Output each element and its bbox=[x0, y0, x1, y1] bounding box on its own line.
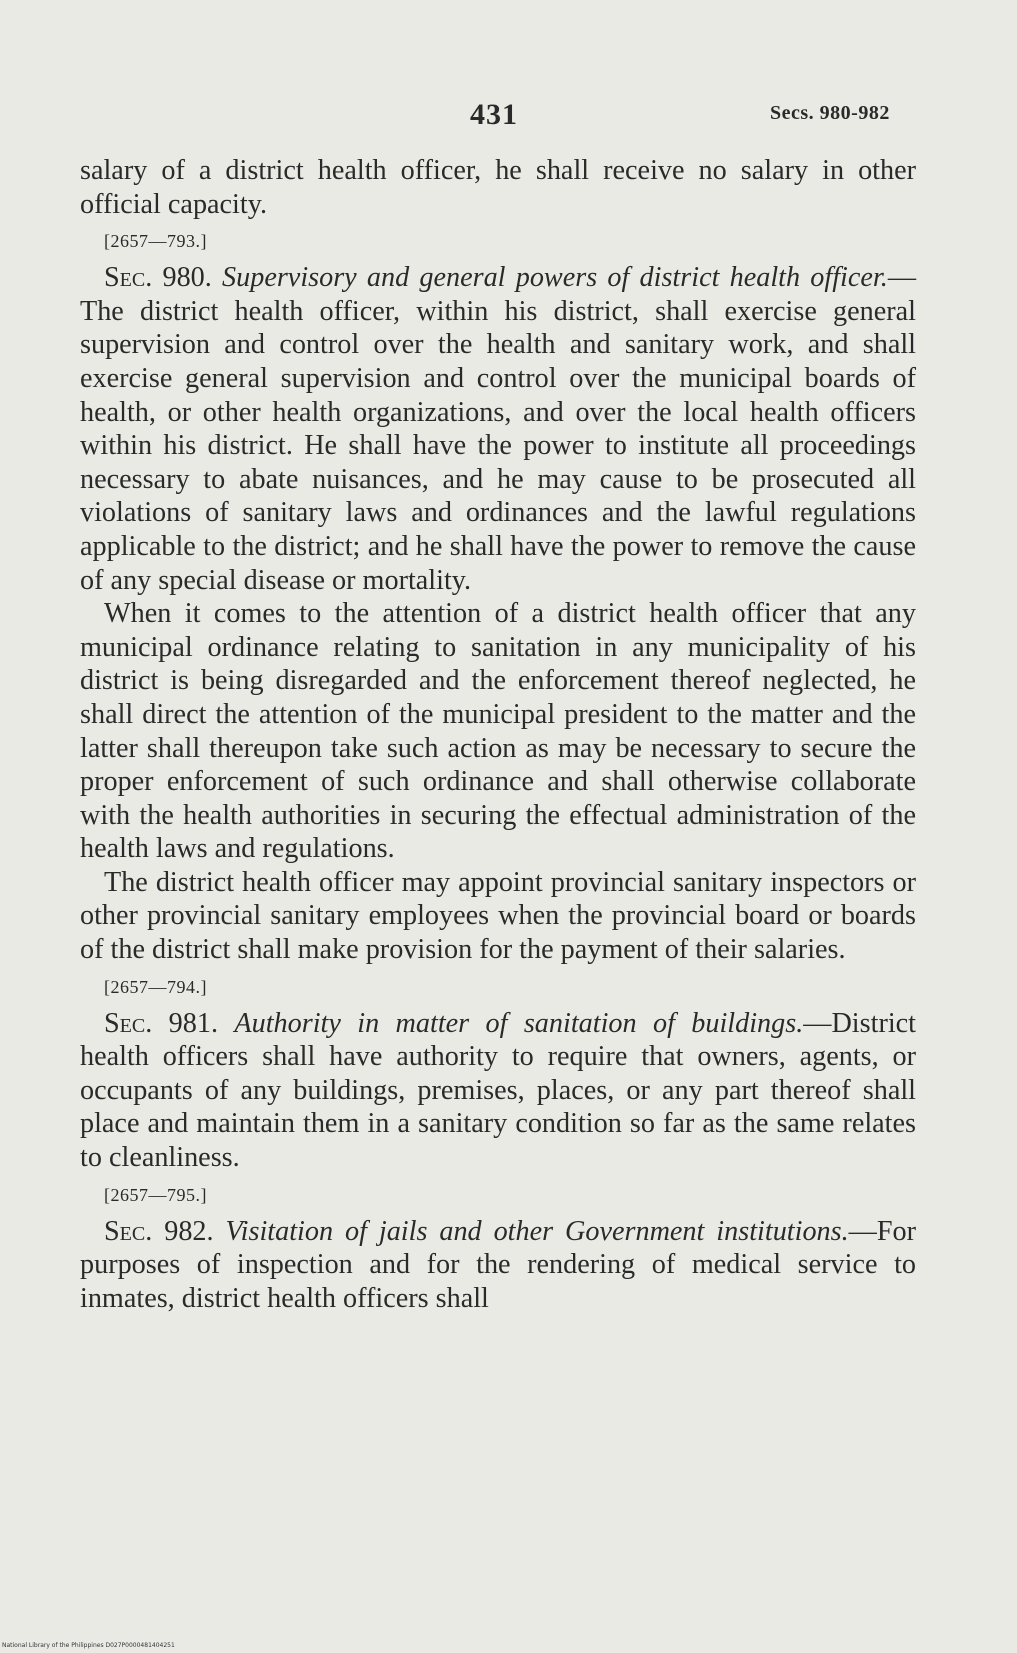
section-label: Sec. 982. bbox=[104, 1215, 214, 1247]
section-text: —District health officers shall have authority to require that owners, agents, or occupants of any buildings, premises, places, or any part thereof shall place and maintain them in a sanitary condition so far as the same relates to cleanliness. bbox=[80, 1007, 917, 1174]
section-label: Sec. 980. bbox=[104, 262, 212, 294]
page-number: 431 bbox=[470, 98, 518, 131]
section-caption: Supervisory and general powers of district health officer. bbox=[222, 262, 888, 294]
source-reference: [2657—795.] bbox=[104, 1184, 207, 1205]
page-header bbox=[0, 92, 1017, 136]
section-label: Sec. 981. bbox=[104, 1007, 218, 1039]
section-980 bbox=[80, 261, 916, 597]
section-caption: Visitation of jails and other Government institutions. bbox=[225, 1215, 849, 1247]
section-range: Secs. 980-982 bbox=[770, 102, 890, 124]
source-reference: [2657—794.] bbox=[104, 976, 207, 997]
source-reference: [2657—793.] bbox=[104, 231, 207, 252]
section-981 bbox=[80, 1007, 916, 1175]
section-text: —For purposes of inspection and for the rendering of medical service to inmates, district health officers shall bbox=[80, 1215, 917, 1314]
section-caption: Authority in matter of sanitation of buildings. bbox=[234, 1007, 804, 1039]
archive-footer: National Library of the Philippines D027P0000481404251 bbox=[2, 1642, 175, 1649]
section-text: —The district health officer, within his district, shall exercise general supervision and control over the health and sanitary work, and shall exercise general supervision and control over the municipal boards of health, or other health organizations, and over the local health officers within his district. He shall have the power to institute all proceedings necessary to abate nuisances, and he may cause to be prosecuted all violations of sanitary laws and ordinances and the lawful regulations applicable to the district; and he shall have the power to remove the cause of any special disease or mortality. bbox=[80, 262, 916, 596]
page-body bbox=[80, 154, 916, 1315]
continued-paragraph: salary of a district health officer, he shall receive no salary in other official capacity. bbox=[80, 155, 916, 220]
paragraph: The district health officer may appoint provincial sanitary inspectors or other provincial sanitary employees when the provincial board or boards of the district shall make provision for the payment of their salaries. bbox=[80, 866, 916, 966]
section-982 bbox=[80, 1215, 916, 1316]
paragraph: When it comes to the attention of a district health officer that any municipal ordinance relating to sanitation in any municipality of his district is being disregarded and the enforcement thereof neglected, he shall direct the attention of the municipal president to the matter and the latter shall thereupon take such action as may be necessary to secure the proper enforcement of such ordinance and shall otherwise collaborate with the health authorities in securing the effectual administration of the health laws and regulations. bbox=[80, 598, 916, 865]
